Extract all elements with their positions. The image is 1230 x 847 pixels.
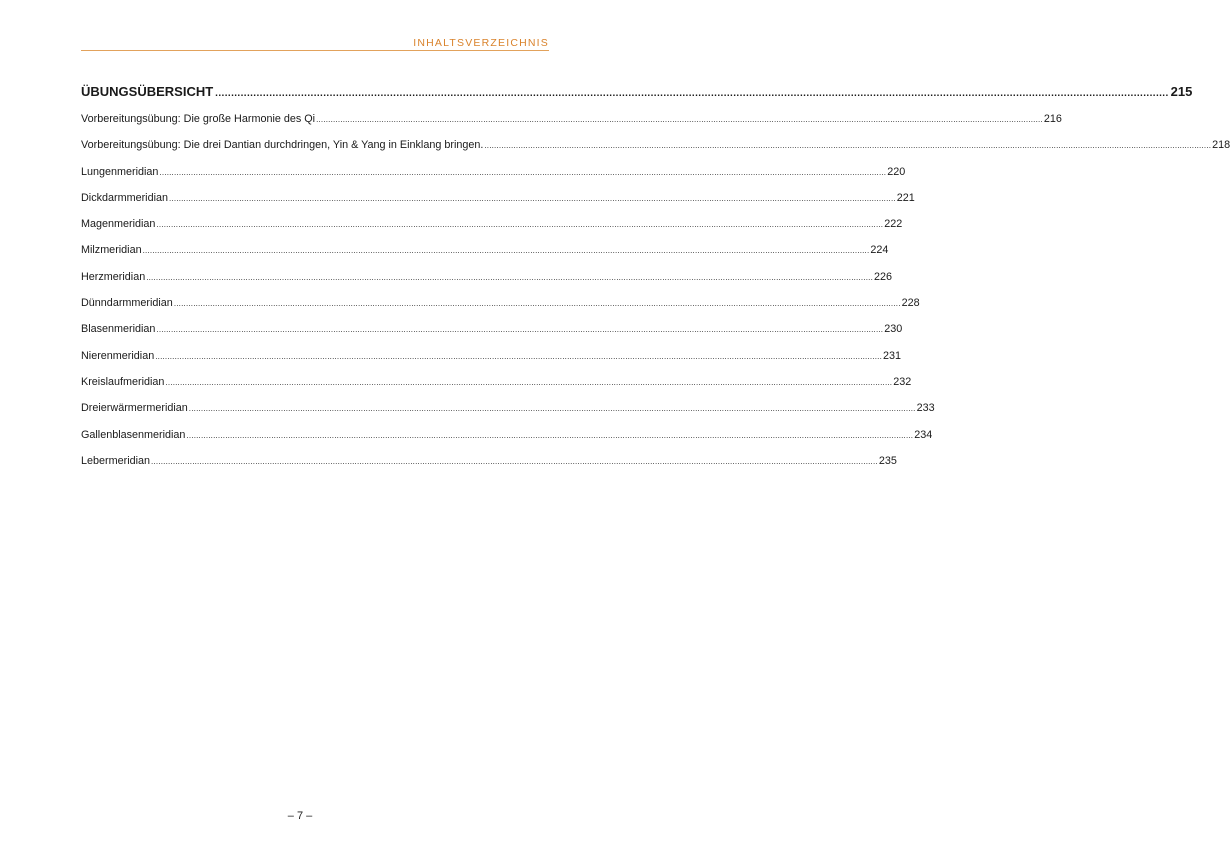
toc-entry[interactable] <box>81 165 906 192</box>
toc-entry-page: 231 <box>883 349 902 362</box>
toc-entry[interactable] <box>81 375 912 402</box>
toc-entry[interactable] <box>81 139 1230 165</box>
toc-entry-label: Lungenmeridian <box>81 165 159 178</box>
toc-entry-page: 221 <box>896 191 915 204</box>
toc-entry-label: Herzmeridian <box>81 270 146 283</box>
toc-entry-label: Milzmeridian <box>81 244 142 257</box>
toc-leader-dots: ............................................................................................................................................................................................................................................................................................................ <box>215 88 1169 99</box>
toc-entry-label: Vorbereitungsübung: Die drei Dantian durchdringen, Yin & Yang in Einklang bringen. <box>81 139 484 152</box>
toc-leader-dots: ............................................................................................................................................................................................................................................................................................................ <box>155 351 883 361</box>
toc-leader-dots: ............................................................................................................................................................................................................................................................................................................ <box>151 456 878 466</box>
header-rule <box>81 50 549 51</box>
toc-leader-dots: ............................................................................................................................................................................................................................................................................................................ <box>186 430 914 440</box>
toc-entry-label: Dünndarmmeridian <box>81 297 173 310</box>
toc-entry-page: 232 <box>893 375 912 388</box>
toc-leader-dots: ............................................................................................................................................................................................................................................................................................................ <box>159 167 887 177</box>
toc-entry-page: 234 <box>914 428 933 441</box>
toc-leader-dots: ............................................................................................................................................................................................................................................................................................................ <box>484 141 1212 151</box>
toc-leader-dots: ............................................................................................................................................................................................................................................................................................................ <box>169 193 896 203</box>
toc-entry-label: Vorbereitungsübung: Die große Harmonie des Qi <box>81 113 316 125</box>
page-number: – 7 – <box>287 810 313 822</box>
toc-entry[interactable] <box>81 244 889 270</box>
toc-entry[interactable] <box>81 402 935 428</box>
toc-entry[interactable] <box>81 270 893 297</box>
toc-entry[interactable] <box>81 323 903 349</box>
toc-entry[interactable] <box>81 191 915 218</box>
toc-entry-page: 228 <box>901 297 920 310</box>
toc-entry[interactable] <box>81 428 933 455</box>
toc-entry-page: 226 <box>874 270 893 283</box>
toc-entry-page: 235 <box>878 454 897 467</box>
toc-leader-dots: ............................................................................................................................................................................................................................................................................................................ <box>188 404 916 414</box>
toc-entry-page: 230 <box>884 323 903 336</box>
toc-entry-label: Magenmeridian <box>81 218 156 231</box>
toc-entry-label: Nierenmeridian <box>81 349 155 362</box>
toc-entry-page: 216 <box>1043 113 1062 125</box>
toc-entry[interactable] <box>81 113 1062 139</box>
toc-entry-page: 218 <box>1212 139 1230 152</box>
table-of-contents <box>81 84 1230 481</box>
toc-entry[interactable] <box>81 454 897 481</box>
toc-leader-dots: ............................................................................................................................................................................................................................................................................................................ <box>142 246 870 256</box>
toc-leader-dots: ............................................................................................................................................................................................................................................................................................................ <box>146 272 873 282</box>
toc-entry-label: Blasenmeridian <box>81 323 156 336</box>
toc-entry[interactable] <box>81 297 920 323</box>
toc-leader-dots: ............................................................................................................................................................................................................................................................................................................ <box>173 299 901 309</box>
toc-leader-dots: ............................................................................................................................................................................................................................................................................................................ <box>165 377 893 387</box>
toc-entry-page: 233 <box>916 402 935 415</box>
toc-entry-page: 222 <box>884 218 903 231</box>
toc-entry[interactable] <box>81 349 902 376</box>
running-header-title: INHALTSVERZEICHNIS <box>413 37 549 49</box>
toc-entry-page: 224 <box>870 244 889 257</box>
toc-entry-label: Dreierwärmermeridian <box>81 402 188 415</box>
toc-entry-page: 220 <box>887 165 906 178</box>
toc-entry-label: Kreislaufmeridian <box>81 375 165 388</box>
toc-entry-label: Dickdarmmeridian <box>81 191 168 204</box>
toc-entry-label: Lebermeridian <box>81 454 151 467</box>
toc-entry[interactable] <box>81 218 903 244</box>
toc-leader-dots: ............................................................................................................................................................................................................................................................................................................ <box>156 220 884 230</box>
toc-section-label: ÜBUNGSÜBERSICHT <box>81 84 214 99</box>
toc-leader-dots: ............................................................................................................................................................................................................................................................................................................ <box>156 325 884 335</box>
toc-entry-label: Gallenblasenmeridian <box>81 428 186 441</box>
toc-leader-dots: ............................................................................................................................................................................................................................................................................................................ <box>316 115 1043 124</box>
toc-section-heading[interactable] <box>81 84 1193 113</box>
toc-section-page: 215 <box>1170 84 1193 99</box>
